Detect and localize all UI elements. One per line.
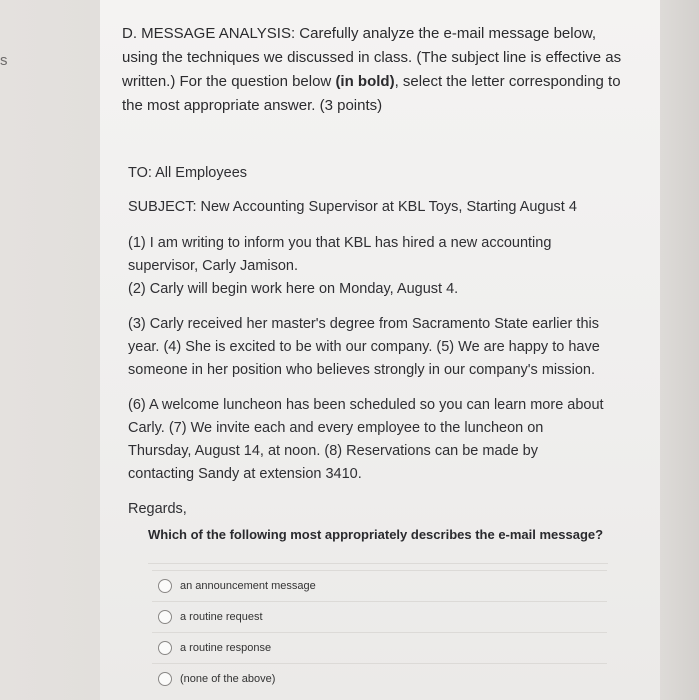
email-paragraph-1 — [128, 232, 608, 301]
email-paragraph-3: (6) A welcome luncheon has been scheduled so you can learn more about Carly. (7) We invite each and every employee to the luncheon on Thursday, August 14, at noon. (8) Reservations can be made by contacting Sandy at extension 3410. — [128, 397, 604, 482]
email-to: TO: All Employees — [128, 165, 248, 181]
question-divider — [148, 563, 608, 564]
option-label: (none of the above) — [180, 673, 276, 685]
email-subject: SUBJECT: New Accounting Supervisor at KBL Toys, Starting August 4 — [128, 199, 577, 215]
option-none[interactable] — [152, 663, 607, 694]
option-label: a routine response — [180, 642, 272, 654]
instructions-text — [122, 22, 622, 118]
option-label: an announcement message — [180, 580, 316, 592]
option-label: a routine request — [180, 611, 263, 623]
radio-icon[interactable] — [158, 610, 172, 624]
option-routine-request[interactable] — [152, 601, 607, 632]
option-routine-response[interactable] — [152, 632, 607, 663]
question-text: Which of the following most appropriately describes the e-mail message? — [148, 527, 604, 542]
email-para1-line1: (1) I am writing to inform you that KBL has hired a new accounting supervisor, Carly Jamison. — [128, 235, 552, 274]
answer-options — [152, 570, 607, 694]
instructions-part1: D. MESSAGE ANALYSIS: Carefully analyze the e-mail message below, using the techniques we discussed in class. (The subject line is effective as written.) For the question below — [122, 25, 622, 90]
email-closing: Regards, — [128, 501, 187, 517]
radio-icon[interactable] — [158, 579, 172, 593]
instructions-bold: (in bold) — [335, 73, 395, 90]
email-paragraph-2: (3) Carly received her master's degree from Sacramento State earlier this year. (4) She is excited to be with our company. (5) We are happy to have someone in her position who believes strongly in our company's mission. — [128, 316, 600, 378]
right-margin — [659, 0, 699, 700]
radio-icon[interactable] — [158, 672, 172, 686]
instructions-part2: , select the letter corresponding to the most appropriate answer. (3 points) — [122, 73, 621, 114]
left-margin — [0, 0, 101, 700]
option-announcement[interactable] — [152, 570, 607, 601]
email-para1-line2: (2) Carly will begin work here on Monday, August 4. — [128, 281, 459, 297]
radio-icon[interactable] — [158, 641, 172, 655]
email-message — [128, 162, 608, 520]
question-page — [100, 0, 660, 700]
side-glyph: s — [0, 52, 8, 69]
